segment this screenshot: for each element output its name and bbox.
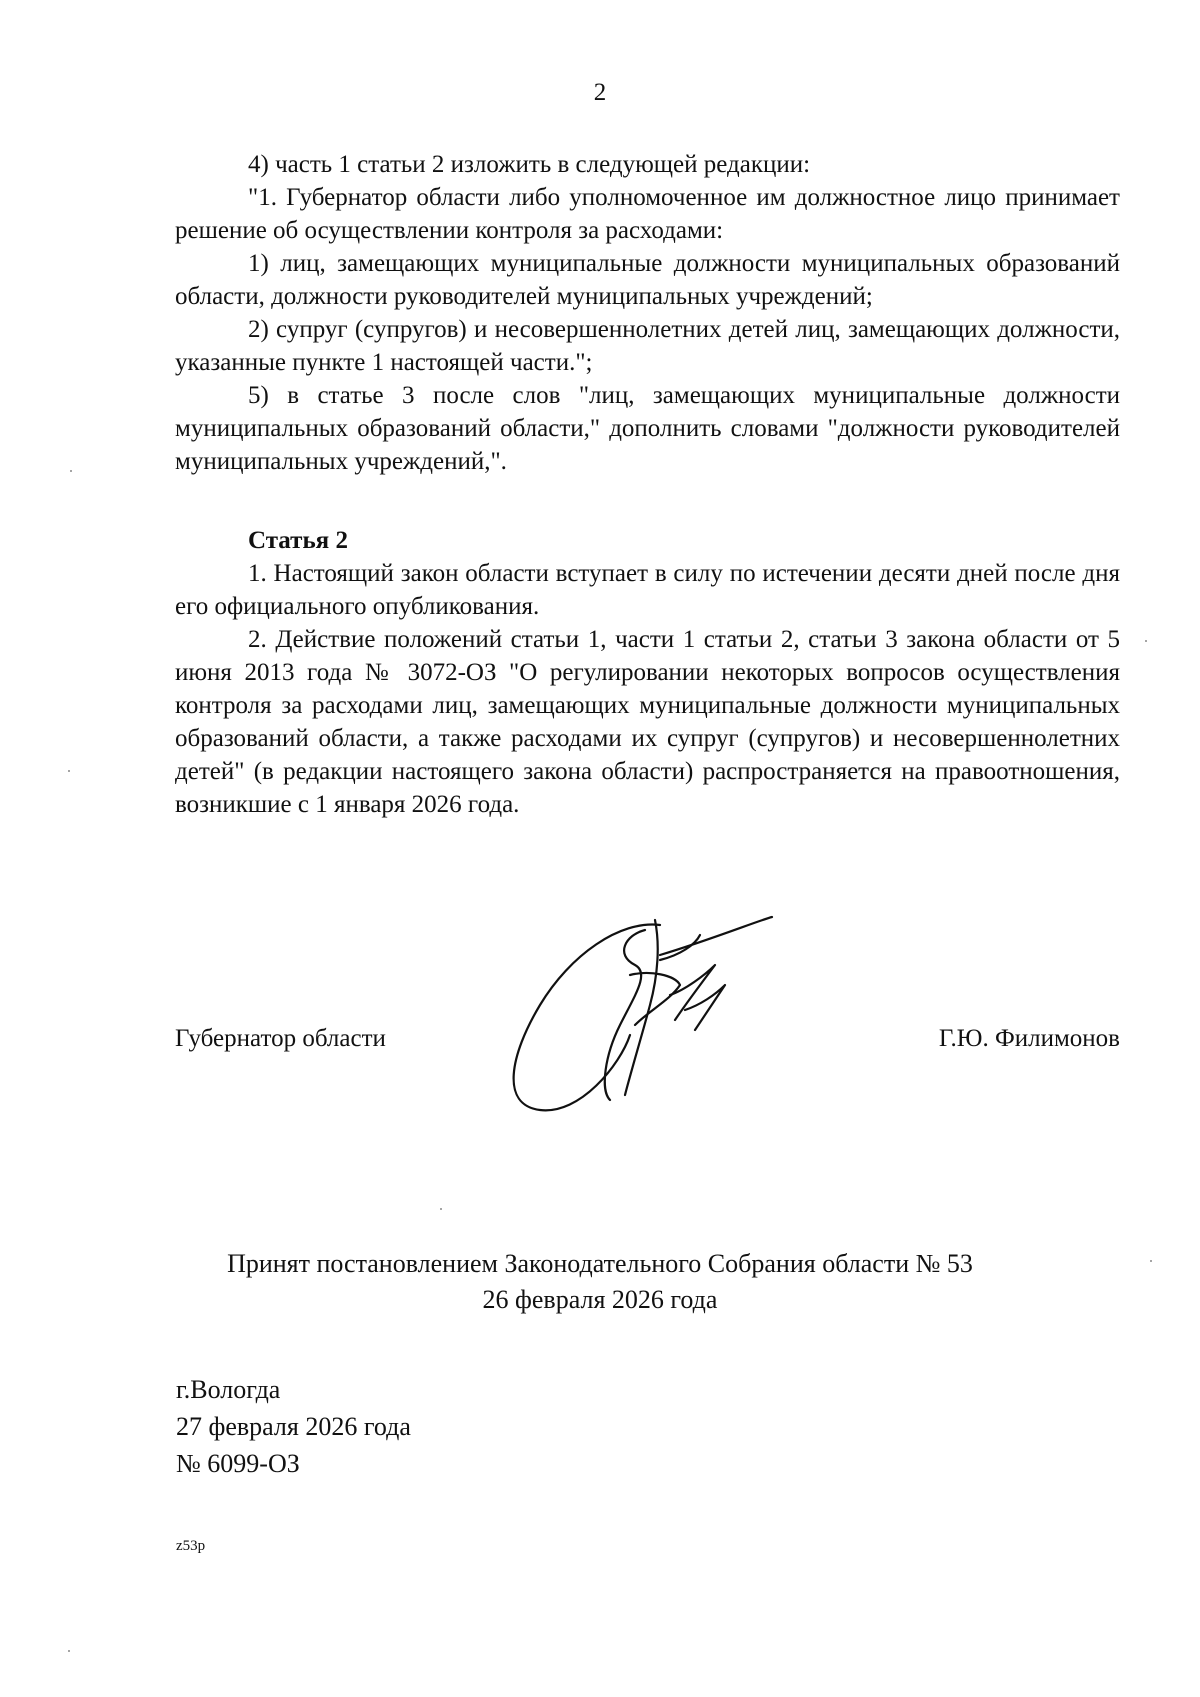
handwritten-signature <box>510 915 850 1135</box>
document-body <box>175 148 1120 821</box>
city: г.Вологда <box>176 1375 281 1404</box>
scan-speck <box>68 770 70 772</box>
paragraph-item-5: 5) в статье 3 после слов "лиц, замещающих муниципальные должности муниципальных образований области," дополнить словами "должности руководителей муниципальных учреждений,". <box>175 382 1120 475</box>
law-number: № 6099-ОЗ <box>176 1449 300 1478</box>
paragraph-subitem-2: 2) супруг (супругов) и несовершеннолетних детей лиц, замещающих должности, указанные пункте 1 настоящей части."; <box>175 316 1120 376</box>
paragraph-item-4: 4) часть 1 статьи 2 изложить в следующей редакции: <box>248 151 811 178</box>
scan-speck <box>1145 640 1147 642</box>
signing-date: 27 февраля 2026 года <box>176 1412 411 1441</box>
article-2-heading: Статья 2 <box>248 527 348 554</box>
scan-speck <box>1150 1260 1152 1262</box>
adoption-note <box>0 1246 1200 1318</box>
paragraph-governor-decision: "1. Губернатор области либо уполномоченное им должностное лицо принимает решение об осуществлении контроля за расходами: <box>175 184 1120 244</box>
scan-speck <box>440 1208 442 1210</box>
scan-speck <box>70 470 72 472</box>
adoption-line-1: Принят постановлением Законодательного Собрания области № 53 <box>227 1249 973 1278</box>
paragraph-subitem-1: 1) лиц, замещающих муниципальные должности муниципальных образований области, должности руководителей муниципальных учреждений; <box>175 250 1120 310</box>
signatory-position: Губернатор области <box>175 1025 386 1052</box>
article-gap <box>175 478 1120 524</box>
adoption-line-2: 26 февраля 2026 года <box>482 1285 718 1314</box>
page-number: 2 <box>593 79 607 106</box>
place-date-number <box>176 1371 411 1482</box>
document-code: z53p <box>176 1538 206 1554</box>
signatory-name: Г.Ю. Филимонов <box>938 1025 1120 1052</box>
article-2-paragraph-2: 2. Действие положений статьи 1, части 1 статьи 2, статьи 3 закона области от 5 июня 2013 года № 3072-ОЗ "О регулировании некоторых вопросов осуществления контроля за расходами лиц, замещающих муниципальные должности муниципальных образований области, а также расходами их супруг (супругов) и несовершеннолетних детей" (в редакции настоящего закона области) распространяется на правоотношения, возникшие с 1 января 2026 года. <box>175 626 1120 818</box>
scan-speck <box>68 1650 70 1652</box>
article-2-paragraph-1: 1. Настоящий закон области вступает в силу по истечении десяти дней после дня его официального опубликования. <box>175 560 1120 620</box>
